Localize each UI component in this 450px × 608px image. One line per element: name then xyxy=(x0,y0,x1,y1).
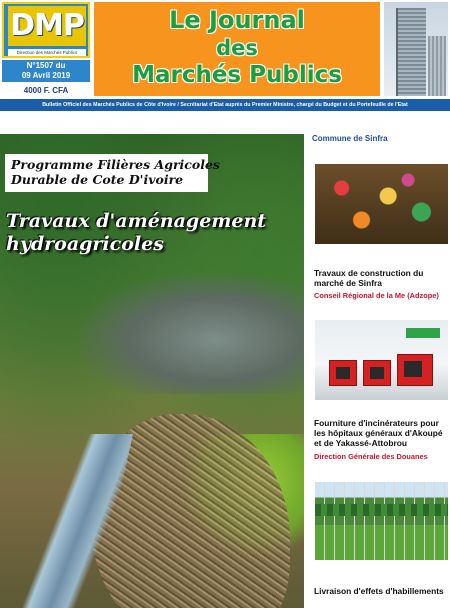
tower-shape xyxy=(396,8,426,96)
journal-title xyxy=(94,2,380,96)
sidebar-article-title[interactable] xyxy=(314,418,443,448)
headline-line-2: hydroagricoles xyxy=(6,233,164,255)
dmp-logo xyxy=(2,2,90,58)
title-line: Travaux de construction du xyxy=(314,268,424,278)
sidebar-kicker[interactable]: Conseil Régional de la Me (Adzope) xyxy=(314,291,439,300)
title-line: Fourniture d'incinérateurs pour xyxy=(314,418,439,428)
sidebar xyxy=(312,134,450,608)
sidebar-kicker-top[interactable]: Commune de Sinfra xyxy=(312,134,388,143)
issue-date: 09 Avril 2019 xyxy=(21,71,71,80)
incinerator-shape xyxy=(397,354,433,386)
market-photo xyxy=(315,164,448,244)
incinerator-photo xyxy=(315,320,448,400)
sidebar-article-title[interactable] xyxy=(314,268,423,288)
field-photo xyxy=(315,482,448,560)
headline-line-1: Travaux d'aménagement xyxy=(6,210,267,232)
incinerator-shape xyxy=(329,360,357,386)
bulletin-bar: Bulletin Officiel des Marchés Publics de Côte d'Ivoire / Secrétariat d'Etat auprès du Premier Ministre, chargé du Budget et du Portefeuille de l'Etat xyxy=(0,99,450,111)
issue-info xyxy=(2,60,90,82)
title-line: et de Yakassé-Attobrou xyxy=(314,438,407,448)
title-line: Livraison d'effets d'habillements xyxy=(314,586,444,596)
tower-shape-secondary xyxy=(428,36,446,96)
title-line-2: des xyxy=(216,36,258,60)
sidebar-article-title[interactable] xyxy=(314,586,444,596)
main-headline[interactable] xyxy=(6,210,304,256)
sidebar-kicker[interactable]: Direction Générale des Douanes xyxy=(314,452,428,461)
title-line: marché de Sinfra xyxy=(314,278,382,288)
title-line-1: Le Journal xyxy=(169,6,305,34)
masthead xyxy=(0,0,450,124)
program-line-1: Programme Filières Agricoles xyxy=(11,157,220,172)
price-label: 4000 F. CFA xyxy=(2,85,90,96)
building-photo xyxy=(384,2,448,96)
photo-sign xyxy=(406,328,440,338)
incinerator-shape xyxy=(363,360,391,386)
main-cover-photo xyxy=(0,134,304,608)
program-line-2: Durable de Cote D'ivoire xyxy=(11,172,184,187)
logo-subtitle: Direction des Marchés Publics xyxy=(8,49,86,56)
logo-text: DMP xyxy=(8,6,86,46)
title-line: les hôpitaux généraux d'Akoupé xyxy=(314,428,443,438)
title-line-3: Marchés Publics xyxy=(132,62,342,88)
photo-water-area xyxy=(80,274,304,394)
program-box xyxy=(5,154,220,192)
issue-number: N°1507 du xyxy=(26,61,66,70)
